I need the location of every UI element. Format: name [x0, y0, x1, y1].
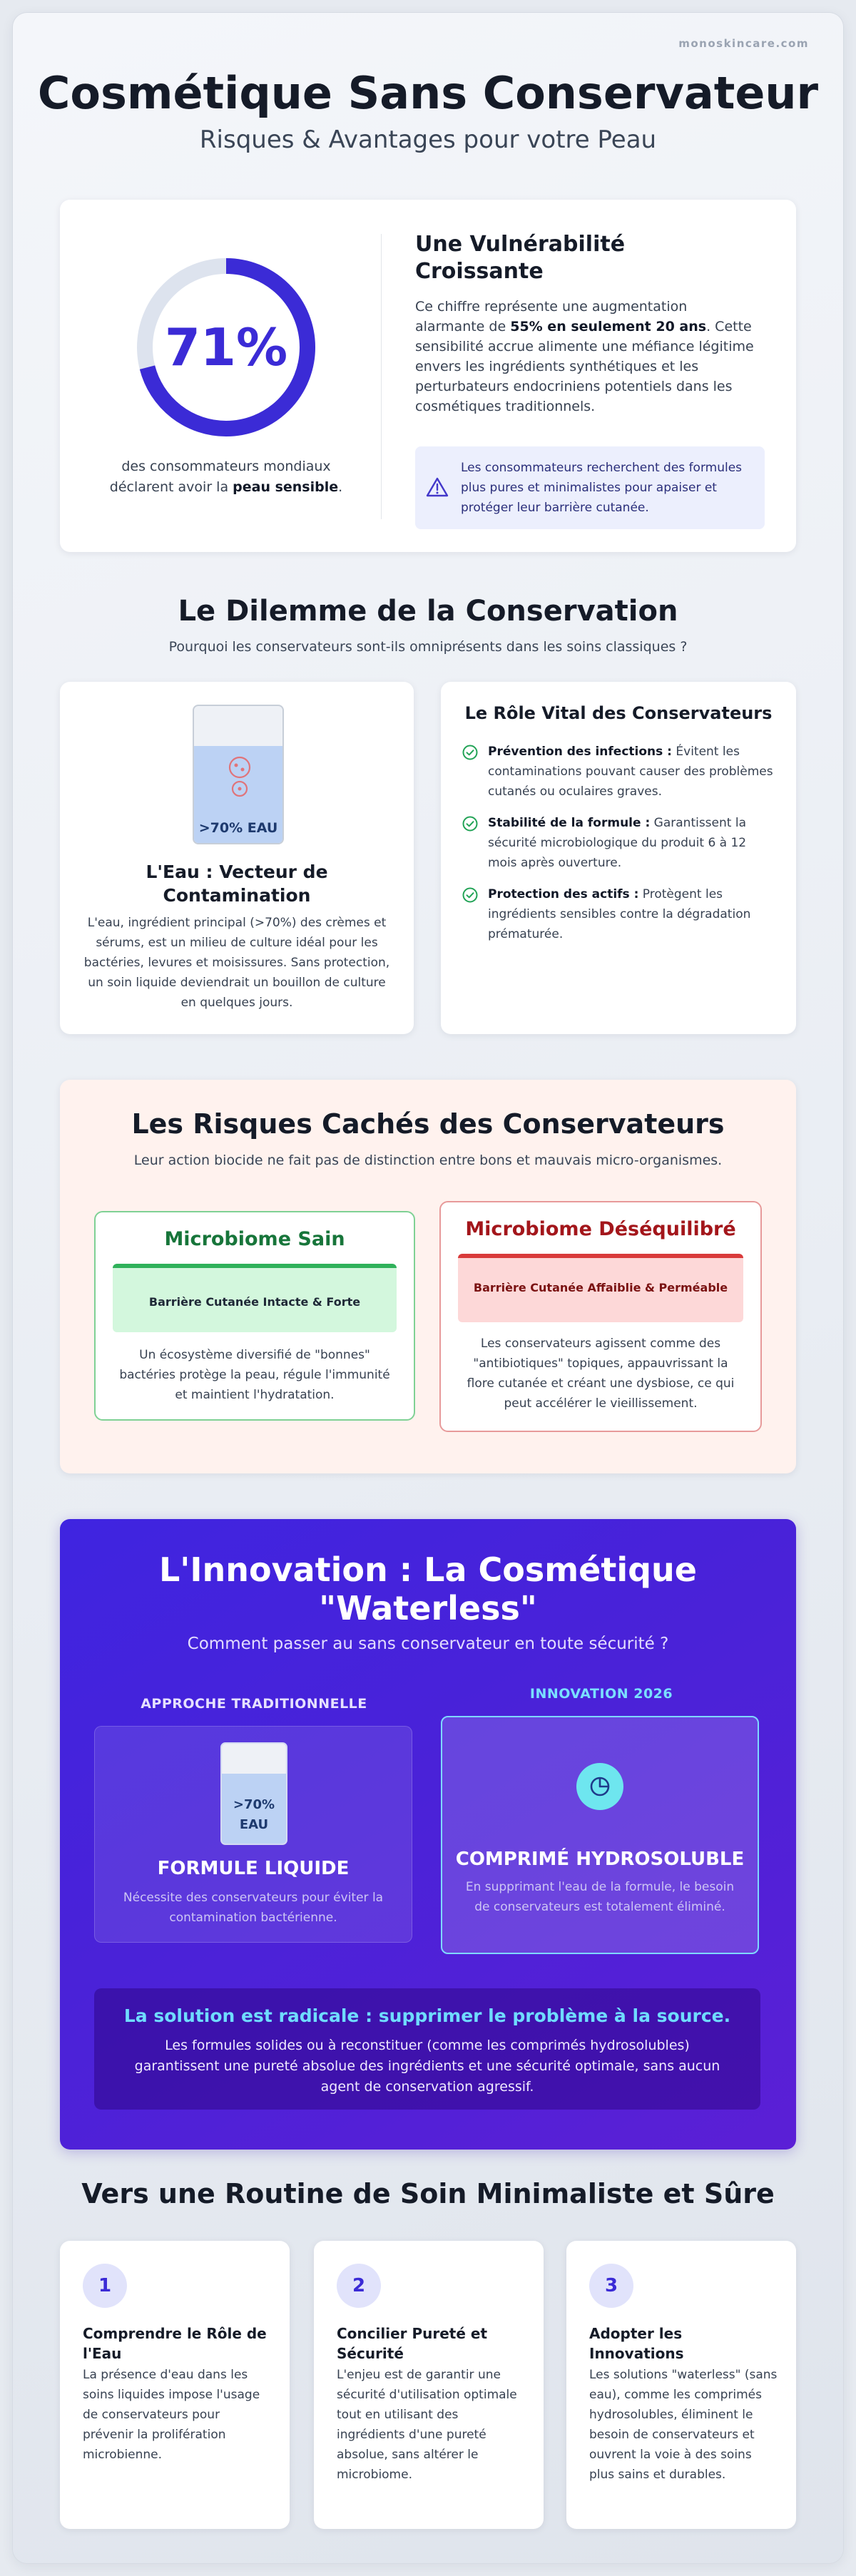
water-card: [60, 682, 414, 1034]
innovation-body: En supprimant l'eau de la formule, le besoin de conservateurs est totalement éliminé.: [465, 1880, 735, 1914]
liquid-jar-icon: [220, 1742, 287, 1845]
check-circle-icon: [462, 816, 478, 832]
waterless-innovation-section: [60, 1519, 796, 2150]
body-text: Ce chiffre représente une augmentation alarmante de: [415, 299, 688, 334]
step-number: 3: [589, 2264, 633, 2308]
step-card: [314, 2241, 544, 2529]
jar-label: >70% EAU: [198, 820, 278, 836]
traditional-label: APPROCHE TRADITIONNELLE: [141, 1696, 367, 1712]
healthy-body: Un écosystème diversifié de "bonnes" bactéries protège la peau, régule l'immunité et maintient l'hydratation.: [119, 1348, 390, 1402]
solution-title: La solution est radicale : supprimer le problème à la source.: [123, 2005, 731, 2026]
step-body: La présence d'eau dans les soins liquides impose l'usage de conservateurs pour prévenir la prolifération microbienne.: [83, 2368, 260, 2462]
role-item: [462, 742, 776, 802]
preservatives-role-card: [441, 682, 796, 1034]
solution-box: [94, 1988, 760, 2110]
traditional-body: Nécessite des conservateurs pour éviter la contamination bactérienne.: [123, 1891, 384, 1925]
imbalanced-barrier-band: [458, 1254, 743, 1322]
innovation-label: INNOVATION 2026: [529, 1686, 673, 1702]
infographic-page: [13, 13, 843, 2563]
innovation-panel: [441, 1716, 759, 1954]
step-number: 2: [337, 2264, 381, 2308]
callout-text: Les consommateurs recherchent des formules plus pures et minimalistes pour apaiser et protéger leur barrière cutanée.: [461, 461, 743, 515]
role-item: [462, 884, 776, 944]
risks-title: Les Risques Cachés des Conservateurs: [131, 1108, 725, 1140]
step-card: [566, 2241, 796, 2529]
role-text: [488, 884, 776, 944]
step-number: 1: [83, 2264, 127, 2308]
role-text: [488, 742, 776, 802]
step-title: Adopter les Innovations: [589, 2325, 684, 2362]
pill-icon: [576, 1763, 623, 1810]
imbalanced-title: Microbiome Déséquilibré: [465, 1218, 736, 1240]
dilemma-title: Le Dilemme de la Conservation: [178, 595, 678, 628]
role-bold: Prévention des infections :: [488, 745, 672, 759]
tablet-icon: [588, 1775, 611, 1798]
vulnerability-title: Une Vulnérabilité Croissante: [415, 232, 626, 284]
percent-value: 71%: [164, 317, 288, 377]
innovation-subtitle: Comment passer au sans conservateur en toute sécurité ?: [187, 1635, 669, 1653]
traditional-panel: [94, 1726, 412, 1943]
role-desc: Protègent les ingrédients sensibles contre la dégradation prématurée.: [488, 887, 751, 941]
check-circle-icon: [462, 745, 478, 760]
role-bold: Stabilité de la formule :: [488, 816, 651, 830]
jar-label: >70% EAU: [233, 1797, 275, 1832]
check-circle-icon: [462, 887, 478, 903]
percent-caption: [88, 456, 364, 498]
role-text: [488, 813, 776, 873]
healthy-title: Microbiome Sain: [164, 1228, 345, 1250]
risks-subtitle: Leur action biocide ne fait pas de distinction entre bons et mauvais micro-organismes.: [133, 1152, 723, 1168]
water-body: L'eau, ingrédient principal (>70%) des crèmes et sérums, est un milieu de culture idéal pour les bactéries, levures et moisissures. Sans protection, un soin liquide deviendrait un bouillon de culture en quelques jours.: [83, 916, 390, 1010]
brand-link[interactable]: monoskincare.com: [678, 37, 809, 50]
role-desc: Évitent les contaminations pouvant causer des problèmes cutanés ou oculaires graves.: [488, 745, 773, 799]
step-title: Concilier Pureté et Sécurité: [337, 2325, 488, 2362]
dilemma-subtitle: Pourquoi les conservateurs sont-ils omniprésents dans les soins classiques ?: [168, 639, 688, 655]
healthy-band-text: Barrière Cutanée Intacte & Forte: [148, 1295, 361, 1309]
traditional-title: FORMULE LIQUIDE: [157, 1858, 350, 1879]
page-title: Cosmétique Sans Conservateur: [37, 67, 819, 119]
role-item: [462, 813, 776, 873]
imbalanced-band-text: Barrière Cutanée Affaiblie & Perméable: [473, 1281, 728, 1294]
solution-body: Les formules solides ou à reconstituer (comme les comprimés hydrosolubles) garantissent une pureté absolue des ingrédients et une sécurité optimale, sans aucun agent de conservation agressif.: [134, 2038, 720, 2095]
water-title: L'Eau : Vecteur de Contamination: [146, 862, 328, 906]
role-bold: Protection des actifs :: [488, 887, 639, 901]
warning-icon: [425, 475, 449, 499]
healthy-microbiome-card: [94, 1211, 415, 1421]
divider: [381, 234, 382, 519]
step-card: [60, 2241, 290, 2529]
innovation-title: L'Innovation : La Cosmétique "Waterless": [158, 1550, 698, 1627]
step-body: L'enjeu est de garantir une sécurité d'utilisation optimale tout en utilisant des ingrédients d'une pureté absolue, sans altérer le microbiome.: [337, 2368, 517, 2482]
body-bold: 55% en seulement 20 ans: [510, 319, 707, 334]
role-desc: Garantissent la sécurité microbiologique du produit 6 à 12 mois après ouverture.: [488, 816, 747, 870]
step-body: Les solutions "waterless" (sans eau), comme les comprimés hydrosolubles, éliminent le besoin de conservateurs et ouvrent la voie à des soins plus sains et durables.: [589, 2368, 778, 2482]
imbalanced-microbiome-card: [439, 1201, 762, 1432]
caption-end: .: [338, 479, 343, 495]
role-title: Le Rôle Vital des Conservateurs: [464, 703, 773, 723]
routine-title: Vers une Routine de Soin Minimaliste et Sûre: [81, 2178, 775, 2209]
body-text-end: . Cette sensibilité accrue alimente une méfiance légitime envers les ingrédients synthétiques et les perturbateurs endocriniens potentiels dans les cosmétiques traditionnels.: [415, 319, 754, 414]
caption-text: des consommateurs mondiaux déclarent avoir la: [109, 459, 331, 495]
imbalanced-body: Les conservateurs agissent comme des "antibiotiques" topiques, appauvrissant la flore cutanée et créant une dysbiose, ce qui peut accélérer le vieillissement.: [467, 1336, 735, 1411]
innovation-panel-title: COMPRIMÉ HYDROSOLUBLE: [455, 1849, 745, 1870]
healthy-barrier-band: [113, 1264, 397, 1332]
caption-bold: peau sensible: [233, 479, 339, 495]
consumer-callout: [415, 446, 765, 529]
page-subtitle: Risques & Avantages pour votre Peau: [199, 126, 657, 154]
microbe-icon: [224, 753, 255, 803]
hidden-risks-section: [60, 1080, 796, 1473]
sensitivity-stat-card: [60, 200, 796, 552]
water-jar-icon: [193, 705, 284, 844]
step-title: Comprendre le Rôle de l'Eau: [83, 2325, 267, 2362]
vulnerability-body: [415, 297, 758, 416]
percent-ring: [136, 257, 317, 438]
